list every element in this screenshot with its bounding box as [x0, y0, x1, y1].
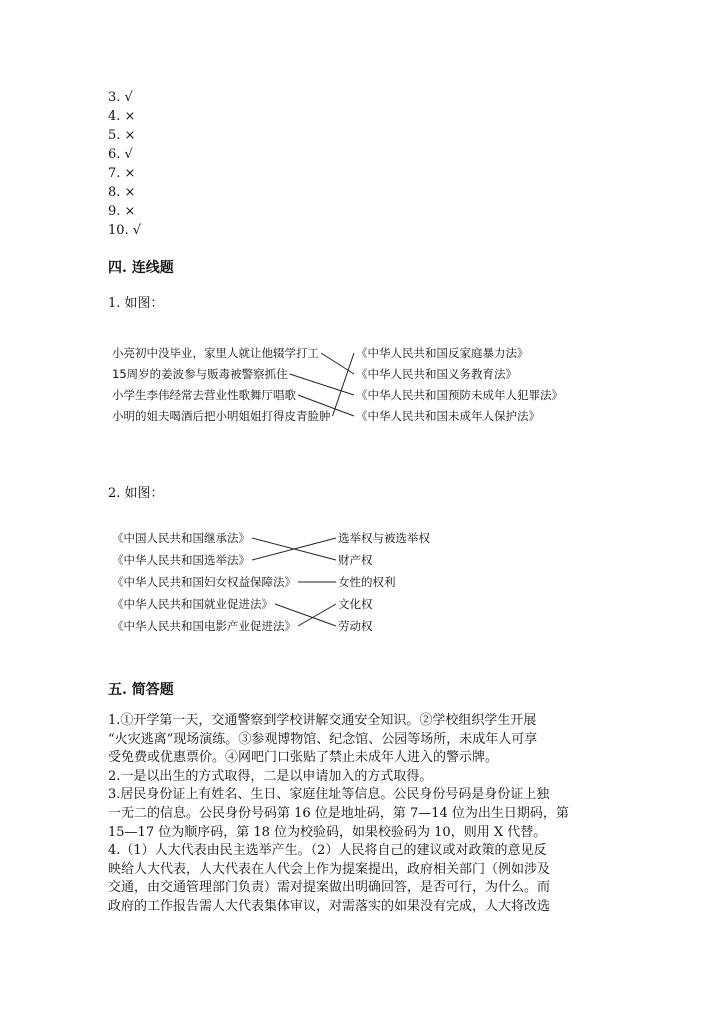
- answer-item: 10. √: [108, 223, 142, 238]
- section-4-heading: 四. 连线题: [108, 260, 174, 276]
- matching-figure-1: [112, 345, 582, 425]
- q2-left-item: 《中国人民共和国继承法》: [112, 531, 250, 545]
- answer-list: [108, 88, 141, 240]
- answer-line: 一无二的信息。公民身份号码第 16 位是地址码，第 7—14 位为出生日期码，第: [108, 805, 569, 821]
- q2-left-item: 《中华人民共和国电影产业促进法》: [112, 619, 296, 633]
- answer-item: 3. √: [108, 90, 133, 105]
- q1-left-item: 小明的姐夫喝酒后把小明姐姐打得皮青脸肿: [112, 409, 331, 423]
- q1-left-item: 15周岁的姜波参与贩毒被警察抓住: [112, 367, 288, 381]
- answer-line: 3.居民身份证上有姓名、生日、家庭住址等信息。公民身份号码是身份证上独: [108, 787, 550, 803]
- q2-right-item: 选举权与被选举权: [338, 531, 430, 545]
- section-5-heading: 五. 简答题: [108, 682, 174, 698]
- answer-line: 15—17 位为顺序码，第 18 位为校验码，如果校验码为 10，则用 X 代替。: [108, 824, 547, 840]
- answer-item: 6. √: [108, 147, 133, 162]
- q1-right-item: 《中华人民共和国未成年人保护法》: [356, 409, 540, 423]
- q2-left-item: 《中华人民共和国选举法》: [112, 553, 250, 567]
- q2-label: 2. 如图：: [108, 486, 164, 501]
- connector-line: [298, 395, 354, 416]
- answer-line: 1.①开学第一天，交通警察到学校讲解交通安全知识。②学校组织学生开展: [108, 713, 537, 728]
- connector-line: [298, 604, 336, 626]
- connector-line: [321, 353, 354, 374]
- q1-connector-lines: [112, 345, 582, 425]
- answer-item: 4. ×: [108, 109, 136, 124]
- q2-right-item: 女性的权利: [338, 575, 396, 589]
- q1-label: 1. 如图：: [108, 296, 164, 311]
- connector-line: [290, 374, 354, 395]
- q2-right-item: 劳动权: [338, 619, 373, 633]
- connector-line: [275, 604, 336, 626]
- answer-item: 7. ×: [108, 166, 136, 181]
- answer-line: “火灾逃离”现场演练。③参观博物馆、纪念馆、公园等场所，未成年人可享: [108, 731, 538, 747]
- q2-right-item: 财产权: [338, 553, 373, 567]
- answer-line: 4.（1）人大代表由民主选举产生。（2）人民将自己的建议或对政策的意见反: [108, 843, 547, 859]
- q1-left-item: 小学生李伟经常去营业性歌舞厅唱歌: [112, 388, 296, 402]
- answer-item: 5. ×: [108, 128, 136, 143]
- q2-right-item: 文化权: [338, 597, 373, 611]
- answer-item: 8. ×: [108, 185, 136, 200]
- answer-line: 政府的工作报告需人大代表集体审议，对需落实的如果没有完成，人大将改选: [108, 898, 551, 914]
- answer-line: 受免费或优惠票价。④网吧门口张贴了禁止未成年人进入的警示牌。: [108, 750, 499, 766]
- q2-left-item: 《中华人民共和国就业促进法》: [112, 597, 273, 611]
- answer-line: 交通，由交通管理部门负责）需对提案做出明确回答，是否可行，为什么。而: [108, 880, 551, 896]
- q2-connector-lines: [112, 530, 452, 634]
- short-answer-body: [108, 712, 608, 917]
- q2-left-item: 《中华人民共和国妇女权益保障法》: [112, 575, 296, 589]
- answer-item: 9. ×: [108, 204, 136, 219]
- q1-left-item: 小亮初中没毕业，家里人就让他辍学打工: [112, 346, 319, 360]
- answer-line: 2.一是以出生的方式取得，二是以申请加入的方式取得。: [108, 768, 433, 784]
- q1-right-item: 《中华人民共和国义务教育法》: [356, 367, 517, 381]
- answer-line: 映给人大代表，人大代表在人代会上作为提案提出，政府相关部门（例如涉及: [108, 861, 551, 877]
- q1-right-item: 《中华人民共和国预防未成年人犯罪法》: [356, 388, 563, 402]
- q1-right-item: 《中华人民共和国反家庭暴力法》: [356, 346, 529, 360]
- matching-figure-2: [112, 530, 452, 634]
